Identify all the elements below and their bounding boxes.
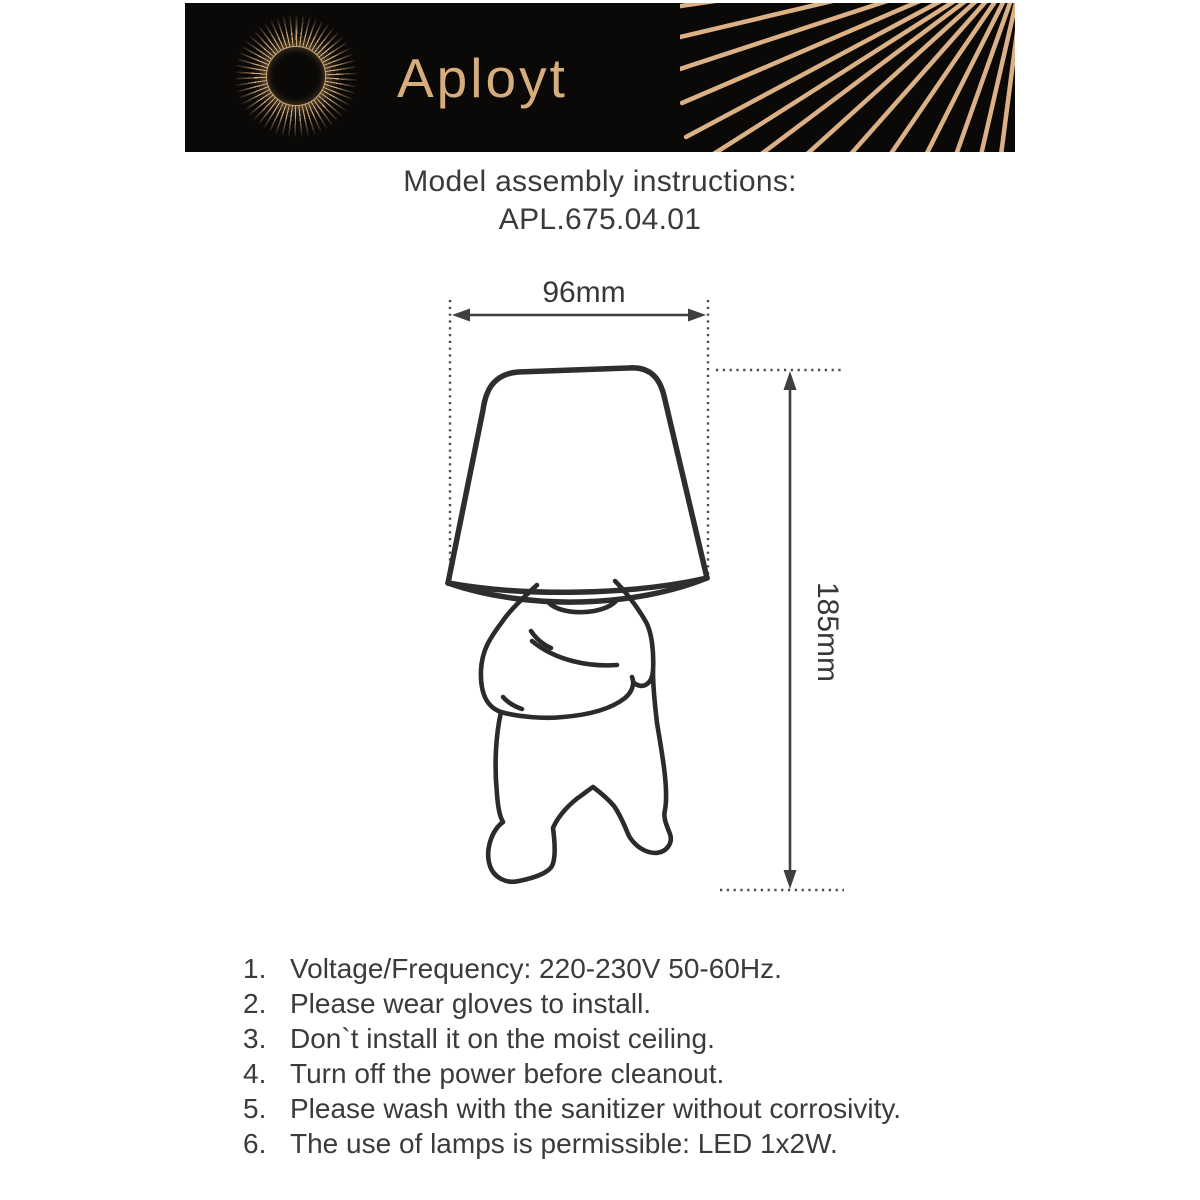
item-text: Please wash with the sanitizer without corrosivity. xyxy=(290,1093,902,1124)
instruction-item xyxy=(243,986,1023,1021)
corner-rays-decoration xyxy=(680,3,1015,152)
item-number: 1. xyxy=(243,953,267,984)
sunburst-core xyxy=(266,46,326,106)
item-number: 4. xyxy=(243,1058,267,1089)
lamp-dimension-diagram xyxy=(420,270,850,910)
model-number: APL.675.04.01 xyxy=(498,203,702,236)
lampshade-drawing xyxy=(448,368,707,602)
item-text: Please wear gloves to install. xyxy=(290,988,652,1019)
instruction-item xyxy=(243,1126,1023,1161)
item-number: 2. xyxy=(243,988,267,1019)
brand-name: Aployt xyxy=(397,47,568,109)
arrow-down-icon xyxy=(784,870,797,889)
item-text: Voltage/Frequency: 220-230V 50-60Hz. xyxy=(290,953,782,984)
sunburst-logo-icon xyxy=(235,15,357,137)
width-dimension-label: 96mm xyxy=(542,276,626,309)
instruction-item xyxy=(243,1091,1023,1126)
height-dimension-label: 185mm xyxy=(811,581,844,683)
item-text: Turn off the power before cleanout. xyxy=(290,1058,725,1089)
brand-header xyxy=(185,3,1015,152)
item-text: Don`t install it on the moist ceiling. xyxy=(290,1023,715,1054)
item-number: 5. xyxy=(243,1093,267,1124)
arrow-left-icon xyxy=(452,309,470,322)
arrow-up-icon xyxy=(784,371,797,390)
title-block xyxy=(0,163,1200,239)
figurine-body-drawing xyxy=(481,581,671,882)
arrow-right-icon xyxy=(688,309,706,322)
item-number: 6. xyxy=(243,1128,267,1159)
instruction-item xyxy=(243,951,1023,986)
instruction-item xyxy=(243,1021,1023,1056)
item-number: 3. xyxy=(243,1023,267,1054)
page-title: Model assembly instructions: xyxy=(403,165,797,198)
item-text: The use of lamps is permissible: LED 1x2W. xyxy=(290,1128,838,1159)
instruction-item xyxy=(243,1056,1023,1091)
instruction-list xyxy=(243,951,1023,1161)
